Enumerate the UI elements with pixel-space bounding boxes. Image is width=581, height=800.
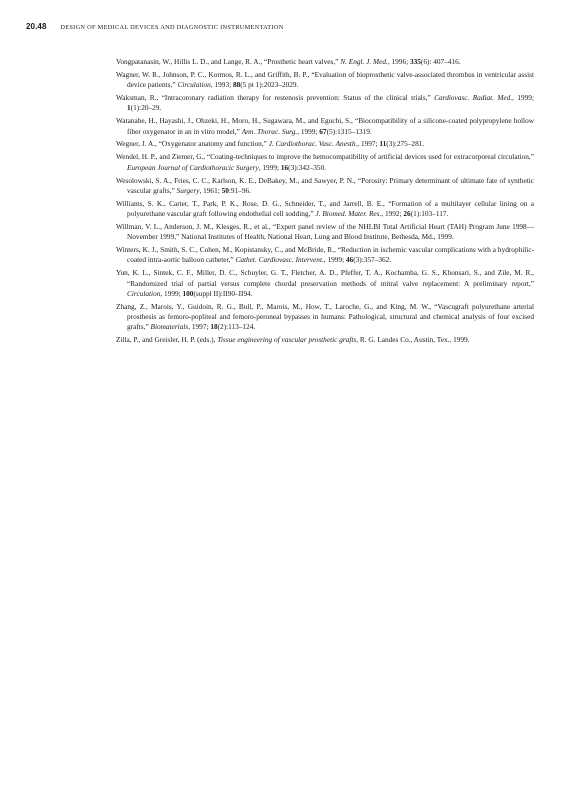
reference-journal: Circulation <box>177 80 211 90</box>
reference-text: Watanabe, H., Hayashi, J., Ohzeki, H., Moro, H., Sugawara, M., and Eguchi, S., “Biocompatibility of a silicone-coated polypropylene hollow fiber oxygenator in an in vitro model,” <box>116 116 534 136</box>
reference-text: Zhang, Z., Marois, Y., Guidoin, R. G., Bull, P., Marois, M., How, T., Laroche, G., and King, M. W., “Vascugraft polyurethane arterial prosthesis as femoro-popliteal and femoro-peroneal bypasses in humans: Pathological, structural and chemical analysis of four excised grafts,” <box>116 301 534 332</box>
reference-year: , 1999; <box>160 288 183 298</box>
reference-entry <box>116 268 534 299</box>
reference-year: , 1999; <box>297 126 320 136</box>
reference-list <box>116 57 534 348</box>
reference-year: , 1999; <box>323 255 346 265</box>
reference-volume: 1 <box>127 103 131 113</box>
reference-journal: Cathet. Cardiovasc. Intervent. <box>235 255 324 265</box>
reference-year: , 1993; <box>210 80 233 90</box>
reference-volume: 335 <box>409 57 421 66</box>
reference-year: , 1997; <box>188 322 211 332</box>
reference-pages: (5 pt 1):2023–2029. <box>240 80 299 90</box>
reference-year: , R. G. Landes Co., Austin, Tex., 1999. <box>356 335 470 345</box>
reference-journal: Surgery <box>176 185 200 195</box>
reference-journal: N. Engl. J. Med. <box>340 57 388 66</box>
reference-journal: Biomaterials <box>150 322 189 332</box>
reference-entry <box>116 70 534 91</box>
reference-pages: (3):275–281. <box>386 139 425 149</box>
reference-entry <box>116 199 534 220</box>
reference-volume: 67 <box>319 126 327 136</box>
reference-text: Winters, K. J., Smith, S. C., Cohen, M., Kopistansky, C., and McBride, R., “Reduction in ischemic vascular complications with a hydrophilic-coated intra-aortic balloon catheter,” <box>116 245 534 265</box>
reference-entry <box>116 139 534 149</box>
reference-text: Wesolowski, S. A., Fries, C. C., Karlson, K. E., DeBakey, M., and Sawyer, P. N., “Porosity: Primary determinant of ultimate fate of synthetic vascular grafts,” <box>116 175 534 195</box>
reference-volume: 11 <box>379 139 387 149</box>
reference-year: , 1999; <box>258 162 281 172</box>
running-title: DESIGN OF MEDICAL DEVICES AND DIAGNOSTIC INSTRUMENTATION <box>60 24 284 31</box>
reference-year: , 1996; <box>387 57 410 66</box>
reference-text: Wendel, H. P., and Ziemer, G., “Coating-techniques to improve the hemocompatibility of artificial devices used for extracorporeal circulation,” <box>116 152 534 162</box>
reference-pages: (1):103–117. <box>410 209 449 219</box>
reference-volume: 88 <box>232 80 241 90</box>
reference-volume: 100 <box>182 288 194 298</box>
reference-entry <box>116 176 534 197</box>
reference-year: , 1999; <box>512 93 534 103</box>
reference-text: Williams, S. K., Carter, T., Park, P. K., Rose, D. G., Schneider, T., and Jarrell, B. E., “Formation of a multilayer cellular lining on a polyurethane vascular graft following endothelial cell sodding,” <box>116 198 534 219</box>
reference-pages: (3):357–362. <box>353 255 392 265</box>
reference-text: Willman, V. L., Anderson, J. M., Klesges, R., et al., “Expert panel review of the NHLBI Total Artificial Heart (TAH) Program June 1998—November 1999,” National Institutes of Health, National Heart, Lung and Blood Institute, Bethesda, Md., 1999. <box>116 221 534 242</box>
page-number: 20.48 <box>26 22 47 31</box>
reference-entry <box>116 245 534 266</box>
reference-entry <box>116 302 534 333</box>
reference-volume: 50 <box>221 185 229 195</box>
reference-journal: European Journal of Cardiothoracic Surgery <box>127 162 259 172</box>
reference-year: , 1997; <box>357 139 380 149</box>
reference-pages: :91–96. <box>228 185 251 195</box>
reference-pages: (5):1315–1319. <box>326 126 372 136</box>
reference-year: , 1961; <box>199 185 222 195</box>
reference-journal: J. Cardiothorac. Vasc. Anesth. <box>268 139 358 149</box>
reference-year: , 1992; <box>381 209 404 219</box>
reference-pages: (1):20–29. <box>130 103 162 113</box>
reference-text: Wagner, W. R., Johnson, P. C., Kormos, R. L., and Griffith, B. P., “Evaluation of bioprosthetic valve-associated thrombus in ventricular assist device patients,” <box>116 69 534 90</box>
reference-pages: (2):113–124. <box>217 322 256 332</box>
reference-text: Vongpatanasin, W., Hillis L. D., and Lange, R. A., “Prosthetic heart valves,” <box>116 57 341 66</box>
reference-entry <box>116 222 534 243</box>
reference-journal: Ann. Thorac. Surg. <box>241 126 298 136</box>
reference-entry <box>116 152 534 173</box>
reference-journal: Tissue engineering of vascular prosthetic grafts <box>217 335 357 345</box>
reference-volume: 18 <box>210 322 218 332</box>
reference-journal: Cardiovasc. Radiat. Med. <box>434 93 513 103</box>
reference-entry <box>116 57 534 67</box>
reference-journal: Circulation <box>127 288 161 298</box>
reference-volume: 16 <box>280 162 289 172</box>
reference-journal: J. Biomed. Mater. Res. <box>315 209 382 219</box>
page-header <box>26 22 561 31</box>
reference-entry <box>116 116 534 137</box>
reference-text: Yun, K. L., Sintek, C. F., Miller, D. C., Schuyler, G. T., Fletcher, A. D., Pfeffer, T. A., Kochamba, G. S., Khonsari, S., and Zile, M. R., “Randomized trial of partial versus complete chordal preservation methods of mitral valve replacement: A preliminary report,” <box>116 268 534 288</box>
reference-volume: 46 <box>345 255 354 265</box>
reference-entry <box>116 335 534 345</box>
reference-volume: 26 <box>403 209 411 219</box>
reference-text: Waksman, R., “Intracoronary radiation therapy for restenosis prevention: Status of the clinical trials,” <box>116 93 435 103</box>
reference-pages: (3):342–350. <box>288 162 327 172</box>
reference-text: Zilla, P., and Greisler, H. P. (eds.), <box>116 335 218 345</box>
reference-text: Wegner, J. A., “Oxygenator anatomy and function,” <box>116 139 269 149</box>
reference-pages: (suppl II):II90–II94. <box>193 288 253 298</box>
reference-entry <box>116 93 534 114</box>
reference-pages: (6): 407–416. <box>420 57 461 66</box>
